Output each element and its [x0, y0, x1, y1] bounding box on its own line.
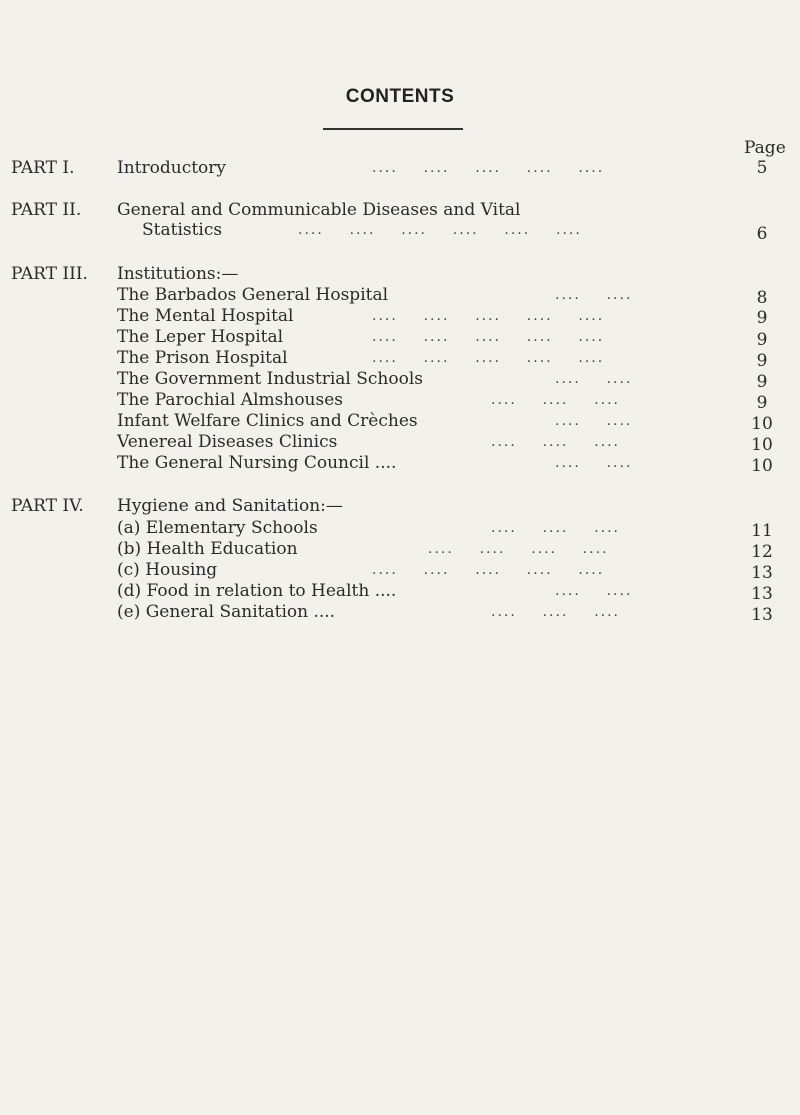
- leader-dots: .... .... .... .... ....: [372, 308, 605, 324]
- list-item: (c) Housing: [117, 560, 218, 580]
- leader-dots: .... ....: [555, 455, 633, 471]
- leader-dots: .... .... .... .... ....: [372, 329, 605, 345]
- page-title: CONTENTS: [345, 86, 455, 107]
- page-number: 11: [751, 521, 773, 541]
- title-rule: [323, 128, 463, 130]
- page-number: 9: [756, 330, 768, 350]
- page-number: 12: [751, 542, 773, 562]
- page-number: 8: [756, 288, 768, 308]
- page-number: 5: [756, 158, 768, 178]
- part-label: PART III.: [11, 264, 88, 284]
- page-number: 6: [756, 224, 768, 244]
- leader-dots: .... .... .... .... ....: [372, 160, 605, 176]
- list-item: The Parochial Almshouses: [117, 390, 344, 410]
- page-number: 10: [751, 456, 773, 476]
- page-number: 13: [751, 563, 773, 583]
- part-heading: Introductory: [117, 158, 227, 178]
- leader-dots: .... ....: [555, 413, 633, 429]
- leader-dots: .... .... .... .... ....: [372, 562, 605, 578]
- list-item: The General Nursing Council ....: [117, 453, 397, 473]
- list-item: The Prison Hospital: [117, 348, 288, 368]
- part-heading-cont: Statistics: [142, 220, 223, 240]
- page-number: 9: [756, 372, 768, 392]
- list-item: (b) Health Education: [117, 539, 298, 559]
- leader-dots: .... .... .... .... ....: [372, 350, 605, 366]
- leader-dots: .... .... ....: [491, 520, 621, 536]
- leader-dots: .... .... ....: [491, 604, 621, 620]
- list-item: The Government Industrial Schools: [117, 369, 424, 389]
- page-column-header: Page: [744, 138, 786, 158]
- list-item: (e) General Sanitation ....: [117, 602, 336, 622]
- leader-dots: .... .... ....: [491, 434, 621, 450]
- list-item: (d) Food in relation to Health ....: [117, 581, 397, 601]
- part-heading: General and Communicable Diseases and Vital: [117, 200, 521, 220]
- part-heading: Institutions:—: [117, 264, 239, 284]
- list-item: The Mental Hospital: [117, 306, 294, 326]
- part-label: PART II.: [11, 200, 82, 220]
- leader-dots: .... .... .... ....: [428, 541, 609, 557]
- leader-dots: .... ....: [555, 371, 633, 387]
- leader-dots: .... .... .... .... .... ....: [298, 222, 582, 238]
- list-item: Infant Welfare Clinics and Crèches: [117, 411, 418, 431]
- list-item: (a) Elementary Schools: [117, 518, 318, 538]
- leader-dots: .... ....: [555, 287, 633, 303]
- leader-dots: .... ....: [555, 583, 633, 599]
- leader-dots: .... .... ....: [491, 392, 621, 408]
- page-number: 13: [751, 584, 773, 604]
- part-label: PART I.: [11, 158, 75, 178]
- page-number: 9: [756, 393, 768, 413]
- page-number: 9: [756, 351, 768, 371]
- part-label: PART IV.: [11, 496, 84, 516]
- page-number: 10: [751, 435, 773, 455]
- list-item: The Leper Hospital: [117, 327, 284, 347]
- list-item: The Barbados General Hospital: [117, 285, 389, 305]
- page-number: 13: [751, 605, 773, 625]
- part-heading: Hygiene and Sanitation:—: [117, 496, 343, 516]
- page-number: 10: [751, 414, 773, 434]
- list-item: Venereal Diseases Clinics: [117, 432, 338, 452]
- page-number: 9: [756, 308, 768, 328]
